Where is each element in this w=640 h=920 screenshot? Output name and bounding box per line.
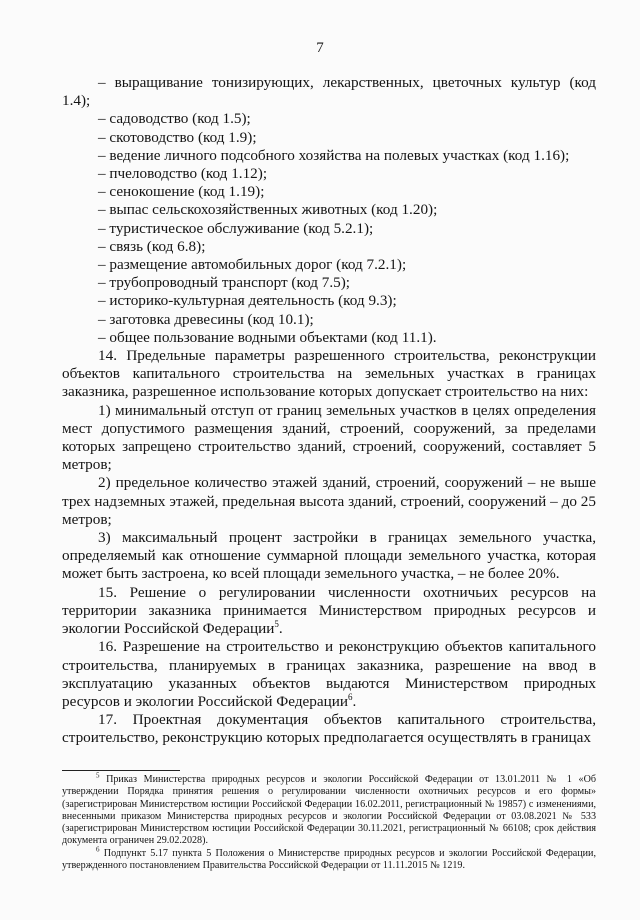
list-item: – выращивание тонизирующих, лекарственных, цветочных культур (код 1.4); [62,74,596,110]
page-number: 7 [316,40,324,56]
list-item: – скотоводство (код 1.9); [98,128,257,146]
paragraph-14-intro: 14. Предельные параметры разрешенного строительства, реконструкции объектов капитального строительства на земельных участках в границах заказника, разрешенное использование которых допускает строительство на них: [62,347,596,401]
list-item: – общее пользование водными объектами (код 11.1). [98,328,437,346]
footnote-6 [62,845,596,873]
footnote-text: Приказ Министерства природных ресурсов и экологии Российской Федерации от 13.01.2011 № 1 «Об утверждении Порядка принятия решения о регулировании численности охотничьих ресурсов и его формы» (зарегистрирован Министерством юстиции Российской Федерации 16.02.2011, регистрационный № 19857) с изменениями, внесенными приказом Министерства природных ресурсов и экологии Российской Федерации от 03.08.2021 № 533 (зарегистрирован Министерством юстиции Российской Федерации 30.11.2021, регистрационный № 66108; срок действия документа ограничен 29.02.2028). [62,774,596,847]
footnote-text: Подпункт 5.17 пункта 5 Положения о Министерстве природных ресурсов и экологии Российской Федерации, утвержденного постановлением Правительства Российской Федерации от 11.11.2015 № 1219. [62,847,596,872]
paragraph-16 [62,638,596,711]
list-item: – историко-культурная деятельность (код 9.3); [98,292,397,310]
list-item: – связь (код 6.8); [98,237,206,255]
list-item: – трубопроводный транспорт (код 7.5); [98,274,351,292]
document-body [62,74,596,748]
footnote-5 [62,771,596,848]
list-item: – ведение личного подсобного хозяйства на полевых участках (код 1.16); [98,146,570,164]
list-item: – сенокошение (код 1.19); [98,183,265,201]
footnote-mark: 6 [96,845,100,854]
list-item: – садоводство (код 1.5); [98,110,251,128]
paragraph-16-end: . [352,692,357,710]
paragraph-15-text: 15. Решение о регулировании численности охотничьих ресурсов на территории заказника принимается Министерством природных ресурсов и экологии Российской Федерации [62,583,596,638]
footnotes [62,771,596,872]
list-item: – размещение автомобильных дорог (код 7.2.1); [98,256,407,274]
footnote-ref-5: 5 [274,619,279,630]
paragraph-17: 17. Проектная документация объектов капитального строительства, строительство, реконструкцию которых предполагается осуществлять в границах [62,711,596,747]
paragraph-14-item-3: 3) максимальный процент застройки в границах земельного участка, определяемый как отношение суммарной площади земельного участка, которая может быть застроена, ко всей площади земельного участка, – не более 20%. [62,529,596,583]
list-item: – заготовка древесины (код 10.1); [98,310,314,328]
paragraph-15-end: . [278,620,283,638]
footnote-mark: 5 [96,771,100,780]
paragraph-15 [62,584,596,639]
list-item: – выпас сельскохозяйственных животных (код 1.20); [98,201,438,219]
paragraph-14-item-2: 2) предельное количество этажей зданий, строений, сооружений – не выше трех надземных этажей, предельная высота зданий, строений, сооружений – до 25 метров; [62,474,596,528]
list-item: – пчеловодство (код 1.12); [98,165,268,183]
paragraph-14-item-1: 1) минимальный отступ от границ земельных участков в целях определения мест допустимого размещения зданий, строений, сооружений, за пределами которых запрещено строительство зданий, строений, сооружений, составляет 5 метров; [62,401,596,474]
paragraph-16-text: 16. Разрешение на строительство и реконструкцию объектов капитального строительства, планируемых в границах заказника, разрешение на ввод в эксплуатацию указанных объектов выдаются Министерством природных ресурсов и экологии Российской Федерации [62,638,596,710]
list-item: – туристическое обслуживание (код 5.2.1); [98,219,374,237]
footnote-ref-6: 6 [348,691,353,702]
footnote-separator [62,770,180,771]
